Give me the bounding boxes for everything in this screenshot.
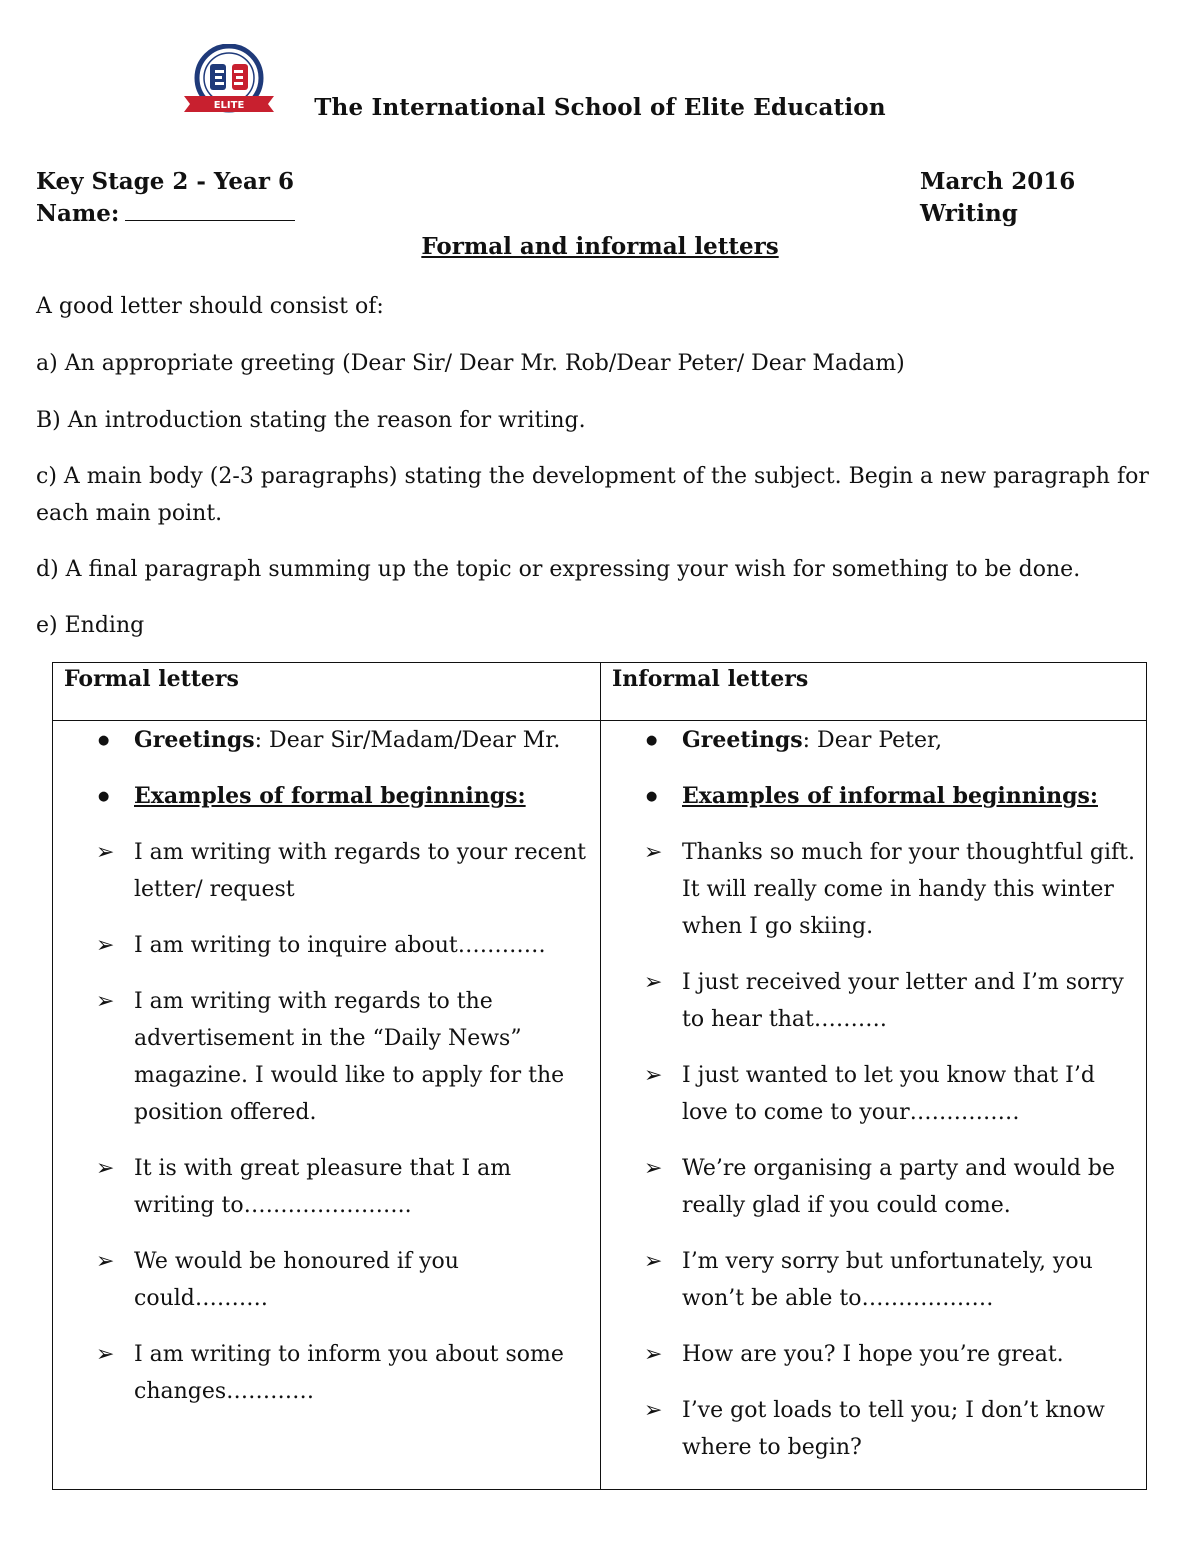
informal-example: ➢ I’ve got loads to tell you; I don’t know where to begin? [644,1392,1140,1466]
formal-example: ➢ I am writing to inform you about some changes………… [96,1336,588,1410]
informal-example: ➢ Thanks so much for your thoughtful gift. It will really come in handy this winter when I go skiing. [644,834,1140,945]
formal-example: ➢ I am writing to inquire about………… [96,927,588,964]
worksheet-title: Formal and informal letters [421,233,779,260]
informal-examples-heading [644,778,1140,815]
school-name: The International School of Elite Education [314,94,886,121]
name-row [36,200,295,227]
formal-greetings [96,722,588,759]
informal-example: ➢ How are you? I hope you’re great. [644,1336,1140,1373]
informal-example: ➢ I just received your letter and I’m sorry to hear that………. [644,964,1140,1038]
name-label: Name: [36,200,120,227]
table-divider [600,662,601,1490]
formal-header: Formal letters [64,666,239,692]
intro-point-d: d) A final paragraph summing up the topic or expressing your wish for something to be done. [36,557,1081,582]
logo-text: ELITE [213,100,245,111]
intro-point-a: a) An appropriate greeting (Dear Sir/ Dear Mr. Rob/Dear Peter/ Dear Madam) [36,351,905,376]
formal-examples-heading [96,778,588,815]
intro-point-e: e) Ending [36,613,145,638]
formal-example: ➢ I am writing with regards to the advertisement in the “Daily News” magazine. I would like to apply for the position offered. [96,983,588,1131]
formal-example: ➢ We would be honoured if you could………. [96,1243,588,1317]
informal-header: Informal letters [612,666,809,692]
intro-line: A good letter should consist of: [36,294,384,319]
informal-example: ➢ I just wanted to let you know that I’d love to come to your…………… [644,1057,1140,1131]
greetings-text: : Dear Sir/Madam/Dear Mr. [254,728,561,753]
formal-example: ➢ It is with great pleasure that I am writing to………………….. [96,1150,588,1224]
greetings-label: Greetings [682,727,803,753]
formal-column [96,722,588,1429]
name-blank-line [125,206,295,221]
examples-heading-text: Examples of formal beginnings: [134,783,526,809]
key-stage: Key Stage 2 - Year 6 [36,168,294,195]
informal-greetings [644,722,1140,759]
informal-example: ➢ We’re organising a party and would be really glad if you could come. [644,1150,1140,1224]
examples-heading-text: Examples of informal beginnings: [682,783,1098,809]
greetings-text: : Dear Peter, [802,728,943,753]
formal-example: ➢ I am writing with regards to your recent letter/ request [96,834,588,908]
date: March 2016 [920,168,1076,195]
informal-column [644,722,1140,1485]
intro-point-c: c) A main body (2-3 paragraphs) stating the development of the subject. Begin a new paragraph for each main point. [36,464,1149,526]
subject: Writing [920,200,1018,227]
table-header-divider [52,720,1147,721]
greetings-label: Greetings [134,727,255,753]
informal-example: ➢ I’m very sorry but unfortunately, you won’t be able to……………… [644,1243,1140,1317]
intro-point-b: B) An introduction stating the reason for writing. [36,408,586,433]
